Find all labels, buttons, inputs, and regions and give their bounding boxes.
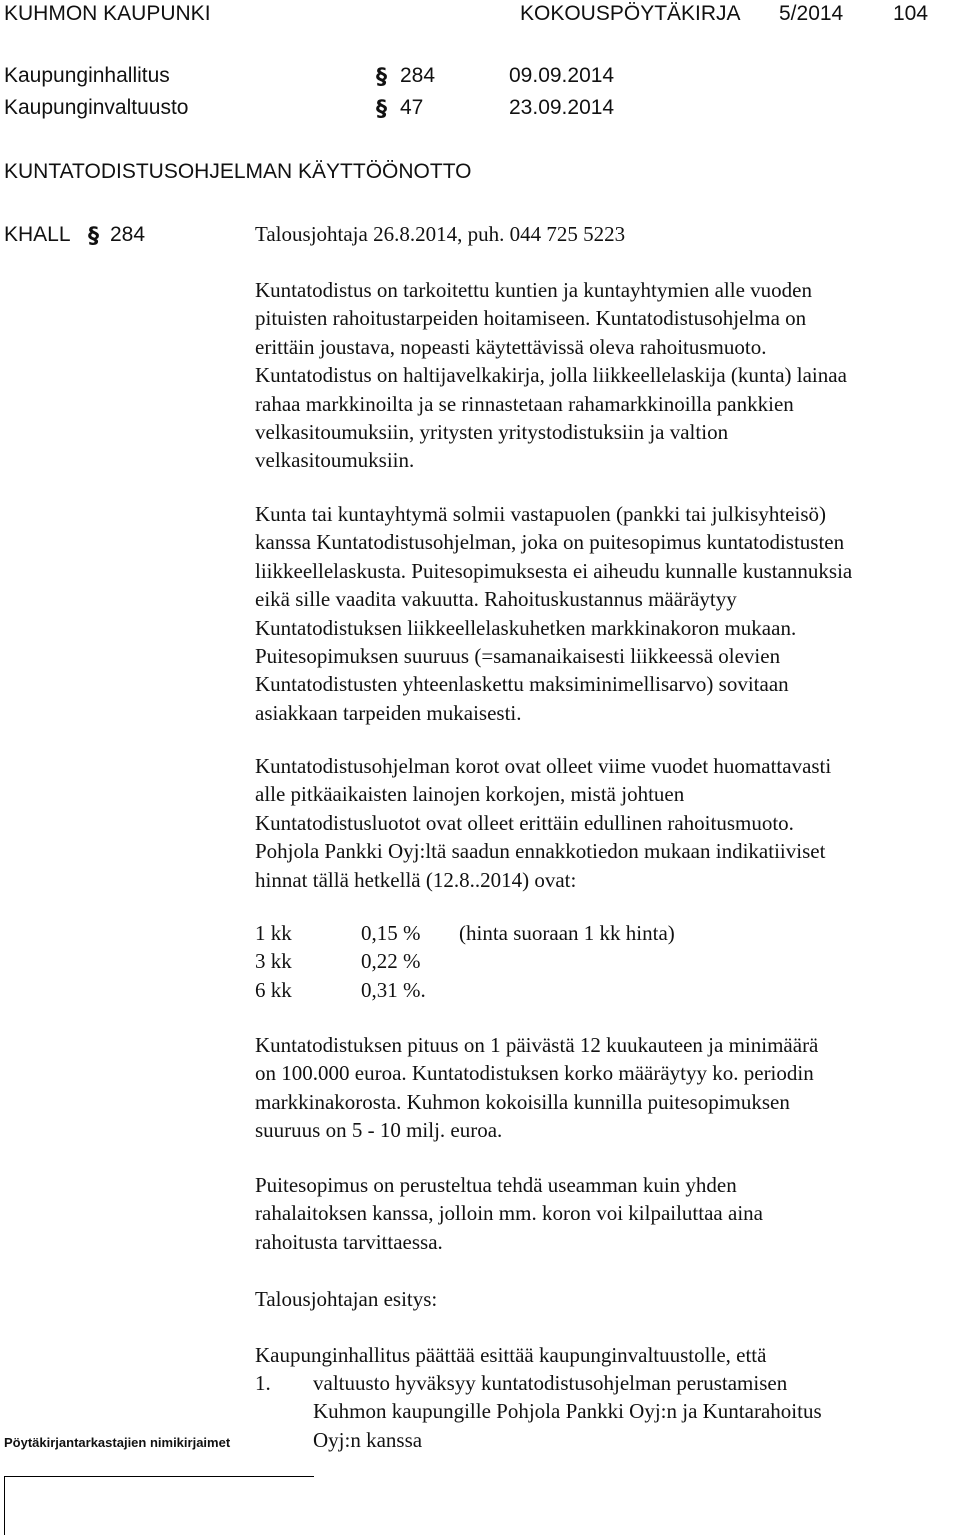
paragraph-line: Pohjola Pankki Oyj:ltä saadun ennakkotiedon mukaan indikatiiviset bbox=[255, 839, 826, 864]
paragraph-line: pituisten rahoitustarpeiden hoitamiseen. Kuntatodistusohjelma on bbox=[255, 306, 807, 331]
paragraph-line: rahoitusta tarvittaessa. bbox=[255, 1229, 443, 1254]
khall-number: 284 bbox=[110, 223, 146, 246]
paragraph-line: velkasitoumuksiin. bbox=[255, 448, 415, 473]
proposal-heading: Talousjohtajan esitys: bbox=[255, 1287, 438, 1311]
signature-initials-label: Pöytäkirjantarkastajien nimikirjaimet bbox=[4, 1435, 231, 1450]
proposal-item-line: valtuusto hyväksyy kuntatodistusohjelman perustamisen bbox=[313, 1371, 788, 1395]
paragraph-line: Kunta tai kuntayhtymä solmii vastapuolen (pankki tai julkisyhteisö) bbox=[255, 502, 826, 526]
document-title: KUNTATODISTUSOHJELMAN KÄYTTÖÖNOTTO bbox=[4, 160, 472, 183]
svg-text:§: § bbox=[376, 97, 387, 120]
pricing-period: 1 kk bbox=[255, 921, 292, 945]
paragraph-line: erittäin joustava, nopeasti käytettävissä oleva rahoitusmuoto. bbox=[255, 334, 767, 359]
paragraph-line: Puitesopimus on perusteltua tehdä useamman kuin yhden bbox=[255, 1173, 737, 1197]
paragraph-line: eikä sille vaadita vakuutta. Rahoituskustannus määräytyy bbox=[255, 587, 737, 612]
paragraph-line: liikkeellelaskusta. Puitesopimuksesta ei aiheudu kunnalle kustannuksia bbox=[255, 558, 853, 583]
paragraph-rates bbox=[255, 752, 945, 894]
paragraph-line: velkasitoumuksiin, yritysten yritystodistuksiin ja valtion bbox=[255, 420, 729, 445]
signature-box-left-border bbox=[4, 1476, 5, 1535]
reference-date-1: 09.09.2014 bbox=[509, 64, 615, 87]
pricing-row bbox=[255, 976, 675, 1004]
pricing-period: 6 kk bbox=[255, 977, 292, 1002]
paragraph-line: rahaa markkinoilta ja se rinnastetaan rahamarkkinoilla pankkien bbox=[255, 391, 794, 416]
issue-number: 5/2014 bbox=[779, 2, 844, 25]
paragraph-line: asiakkaan tarpeiden mukaisesti. bbox=[255, 700, 522, 725]
paragraph-intro bbox=[255, 276, 945, 475]
pricing-rate: 0,31 %. bbox=[361, 977, 426, 1002]
khall-label: KHALL bbox=[4, 223, 71, 246]
paragraph-line: Kuntatodistusohjelman korot ovat olleet viime vuodet huomattavasti bbox=[255, 754, 832, 778]
pricing-rate: 0,22 % bbox=[361, 949, 421, 974]
paragraph-line: alle pitkäaikaisten lainojen korkojen, mistä johtuen bbox=[255, 782, 685, 807]
pricing-row bbox=[255, 919, 675, 947]
proposal-intro: Kaupunginhallitus päättää esittää kaupunginvaltuustolle, että bbox=[255, 1343, 767, 1367]
page-number: 104 bbox=[893, 2, 929, 25]
section-icon bbox=[88, 223, 110, 249]
organization-name: KUHMON KAUPUNKI bbox=[4, 2, 211, 25]
proposal-item-number: 1. bbox=[255, 1371, 271, 1395]
paragraph-line: suuruus on 5 - 10 milj. euroa. bbox=[255, 1118, 503, 1143]
signature-box-top-border bbox=[4, 1476, 314, 1477]
paragraph-line: Kuntatodistuksen liikkeellelaskuhetken markkinakoron mukaan. bbox=[255, 615, 797, 640]
reference-date-2: 23.09.2014 bbox=[509, 96, 615, 119]
section-icon bbox=[376, 96, 398, 122]
pricing-list bbox=[255, 919, 675, 1004]
svg-text:§: § bbox=[376, 65, 387, 88]
paragraph-agreement bbox=[255, 500, 945, 727]
reference-body-2: Kaupunginvaltuusto bbox=[4, 96, 189, 119]
reference-number-1: 284 bbox=[400, 64, 436, 87]
paragraph-line: on 100.000 euroa. Kuntatodistuksen korko määräytyy ko. periodin bbox=[255, 1061, 814, 1086]
pricing-note: (hinta suoraan 1 kk hinta) bbox=[459, 921, 675, 945]
paragraph-line: hinnat tällä hetkellä (12.8..2014) ovat: bbox=[255, 867, 577, 892]
proposal-item-line: Kuhmon kaupungille Pohjola Pankki Oyj:n ja Kuntarahoitus bbox=[313, 1399, 822, 1424]
paragraph-line: Kuntatodistusluotot ovat olleet erittäin edullinen rahoitusmuoto. bbox=[255, 810, 794, 835]
pricing-row bbox=[255, 947, 675, 975]
pricing-period: 3 kk bbox=[255, 949, 292, 974]
proposal-item-line: Oyj:n kanssa bbox=[313, 1427, 423, 1452]
svg-text:§: § bbox=[88, 224, 99, 247]
paragraph-line: kanssa Kuntatodistusohjelman, joka on puitesopimus kuntatodistusten bbox=[255, 530, 845, 555]
reference-number-2: 47 bbox=[400, 96, 424, 119]
paragraph-line: Kuntatodistus on haltijavelkakirja, jolla liikkeellelaskija (kunta) lainaa bbox=[255, 363, 847, 388]
document-type: KOKOUSPÖYTÄKIRJA bbox=[520, 2, 741, 25]
reference-body-1: Kaupunginhallitus bbox=[4, 64, 170, 87]
paragraph-multiple-banks bbox=[255, 1171, 945, 1256]
preparer-info: Talousjohtaja 26.8.2014, puh. 044 725 5223 bbox=[255, 222, 626, 246]
paragraph-line: Puitesopimuksen suuruus (=samanaikaisesti liikkeessä olevien bbox=[255, 644, 781, 669]
paragraph-duration bbox=[255, 1031, 945, 1145]
paragraph-line: Kuntatodistus on tarkoitettu kuntien ja kuntayhtymien alle vuoden bbox=[255, 278, 812, 302]
pricing-rate: 0,15 % bbox=[361, 921, 421, 945]
paragraph-line: markkinakorosta. Kuhmon kokoisilla kunnilla puitesopimuksen bbox=[255, 1089, 790, 1114]
paragraph-line: Kuntatodistusten yhteenlaskettu maksiminimellisarvo) sovitaan bbox=[255, 672, 789, 697]
paragraph-line: Kuntatodistuksen pituus on 1 päivästä 12 kuukauteen ja minimäärä bbox=[255, 1033, 819, 1057]
paragraph-line: rahalaitoksen kanssa, jolloin mm. koron voi kilpailuttaa aina bbox=[255, 1201, 763, 1226]
section-icon bbox=[376, 64, 398, 90]
